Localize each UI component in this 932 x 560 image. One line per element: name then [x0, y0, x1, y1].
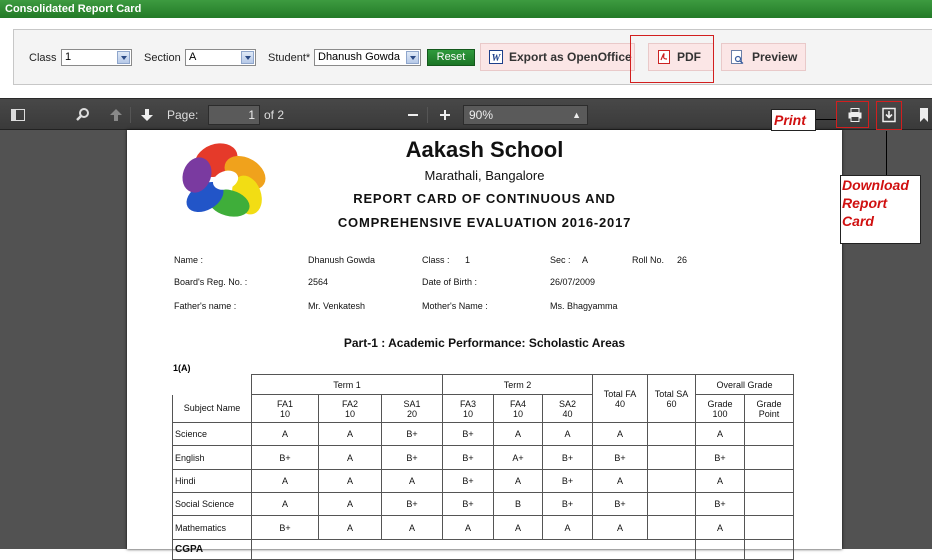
filter-panel [13, 29, 932, 85]
reg-label: Board's Reg. No. : [174, 277, 248, 287]
term2-header: Term 2 [443, 375, 593, 395]
col-header: FA2 10 [319, 395, 382, 423]
reset-button[interactable]: Reset [427, 49, 475, 66]
search-icon[interactable] [75, 107, 91, 123]
student-select[interactable] [314, 49, 421, 66]
section-select-value: A [189, 51, 197, 63]
total-fa-max: 40 [614, 398, 625, 409]
print-highlight-box [836, 101, 869, 128]
col-header: SA1 20 [382, 395, 443, 423]
zoom-select[interactable] [463, 105, 588, 125]
chevron-down-icon [241, 51, 254, 64]
export-openoffice-label: Export as OpenOffice [509, 50, 632, 64]
report-title-line1: REPORT CARD OF CONTINUOUS AND [353, 191, 616, 206]
previous-page-icon[interactable] [108, 107, 124, 123]
mother-value: Ms. Bhagyamma [550, 301, 618, 311]
col-header: FA3 10 [443, 395, 494, 423]
section-code: 1(A) [173, 363, 191, 373]
term1-header: Term 1 [252, 375, 443, 395]
download-annotation [840, 175, 921, 244]
class-field-value: 1 [465, 255, 471, 265]
table-row: Mathematics B+ A A A A A A A [173, 516, 794, 540]
table-row: Social Science A A B+ B+ B B+ B+ B+ [173, 493, 794, 516]
toolbar-separator [427, 107, 428, 123]
class-select[interactable] [61, 49, 132, 66]
pdf-viewer-area[interactable] [0, 130, 932, 555]
filter-section [0, 18, 932, 98]
download-highlight-box [876, 101, 902, 130]
table-row: Hindi A A A B+ A B+ A A [173, 470, 794, 493]
student-select-value: Dhanush Gowda [318, 51, 400, 63]
zoom-in-icon[interactable] [437, 107, 453, 123]
word-document-icon [489, 50, 503, 64]
cgpa-label: CGPA [173, 540, 252, 560]
sidebar-toggle-icon[interactable] [10, 107, 26, 123]
preview-icon [730, 50, 744, 64]
father-label: Father's name : [174, 301, 237, 311]
next-page-icon[interactable] [139, 107, 155, 123]
page-total: of 2 [264, 108, 285, 122]
col-header: FA1 10 [252, 395, 319, 423]
page-number-input[interactable]: 1 [208, 105, 260, 125]
dob-value: 26/07/2009 [550, 277, 596, 287]
download-annotation-line3: Card [842, 213, 874, 229]
chevron-down-icon [117, 51, 130, 64]
grades-table [172, 374, 794, 560]
export-openoffice-button[interactable] [480, 43, 635, 71]
download-annotation-line1: Download [842, 177, 909, 193]
preview-button[interactable] [721, 43, 806, 71]
table-row: Science A A B+ B+ A A A A [173, 423, 794, 446]
pdf-page [127, 130, 842, 555]
class-label: Class [29, 52, 57, 64]
zoom-value: 90% [469, 108, 494, 122]
bookmark-icon[interactable] [916, 107, 932, 123]
part-title: Part-1 : Academic Performance: Scholastic Areas [343, 336, 626, 350]
col-header: FA4 10 [494, 395, 543, 423]
cgpa-row [173, 540, 794, 560]
class-select-value: 1 [65, 51, 72, 63]
name-label: Name : [174, 255, 204, 265]
roll-value: 26 [677, 255, 688, 265]
roll-label: Roll No. [632, 255, 665, 265]
svg-text:W: W [491, 53, 501, 64]
page-label: Page: [167, 108, 199, 122]
table-corner [173, 375, 252, 395]
overall-grade-header: Overall Grade [696, 375, 794, 395]
window-title: Consolidated Report Card [0, 0, 932, 18]
zoom-out-icon[interactable] [405, 107, 421, 123]
section-label: Section [144, 52, 181, 64]
toolbar-separator [130, 107, 131, 123]
father-value: Mr. Venkatesh [308, 301, 366, 311]
mother-label: Mother's Name : [422, 301, 488, 311]
subject-name-header: Subject Name [173, 395, 252, 423]
col-header: SA2 40 [543, 395, 593, 423]
sec-value: A [582, 255, 589, 265]
total-sa-header [648, 375, 696, 423]
download-annotation-line2: Report [842, 195, 888, 211]
sec-label: Sec : [550, 255, 571, 265]
table-row: English B+ A B+ B+ A+ B+ B+ B+ [173, 446, 794, 470]
reg-value: 2564 [308, 277, 329, 287]
pdf-label: PDF [677, 50, 701, 64]
total-fa-label: Total FA [603, 388, 637, 399]
grade-point-header: Grade Point [745, 395, 794, 423]
preview-label: Preview [752, 50, 798, 64]
school-city: Marathali, Bangalore [424, 168, 545, 183]
chevron-down-icon [406, 51, 419, 64]
total-sa-label: Total SA [654, 388, 689, 399]
print-annotation-line [816, 119, 836, 120]
report-title-line2: COMPREHENSIVE EVALUATION 2016-2017 [337, 215, 632, 230]
school-name: Aakash School [405, 137, 564, 162]
total-sa-max: 60 [666, 398, 677, 409]
pdf-highlight-box [630, 35, 714, 83]
class-field-label: Class : [422, 255, 450, 265]
dob-label: Date of Birth : [422, 277, 478, 287]
student-label: Student* [268, 52, 311, 64]
download-annotation-line [886, 131, 887, 175]
name-value: Dhanush Gowda [308, 255, 376, 265]
grade-header: Grade 100 [696, 395, 745, 423]
print-annotation: Print [771, 109, 816, 131]
total-fa-header [593, 375, 648, 423]
dropdown-arrows-icon: ▲ [572, 110, 581, 120]
section-select[interactable] [185, 49, 256, 66]
